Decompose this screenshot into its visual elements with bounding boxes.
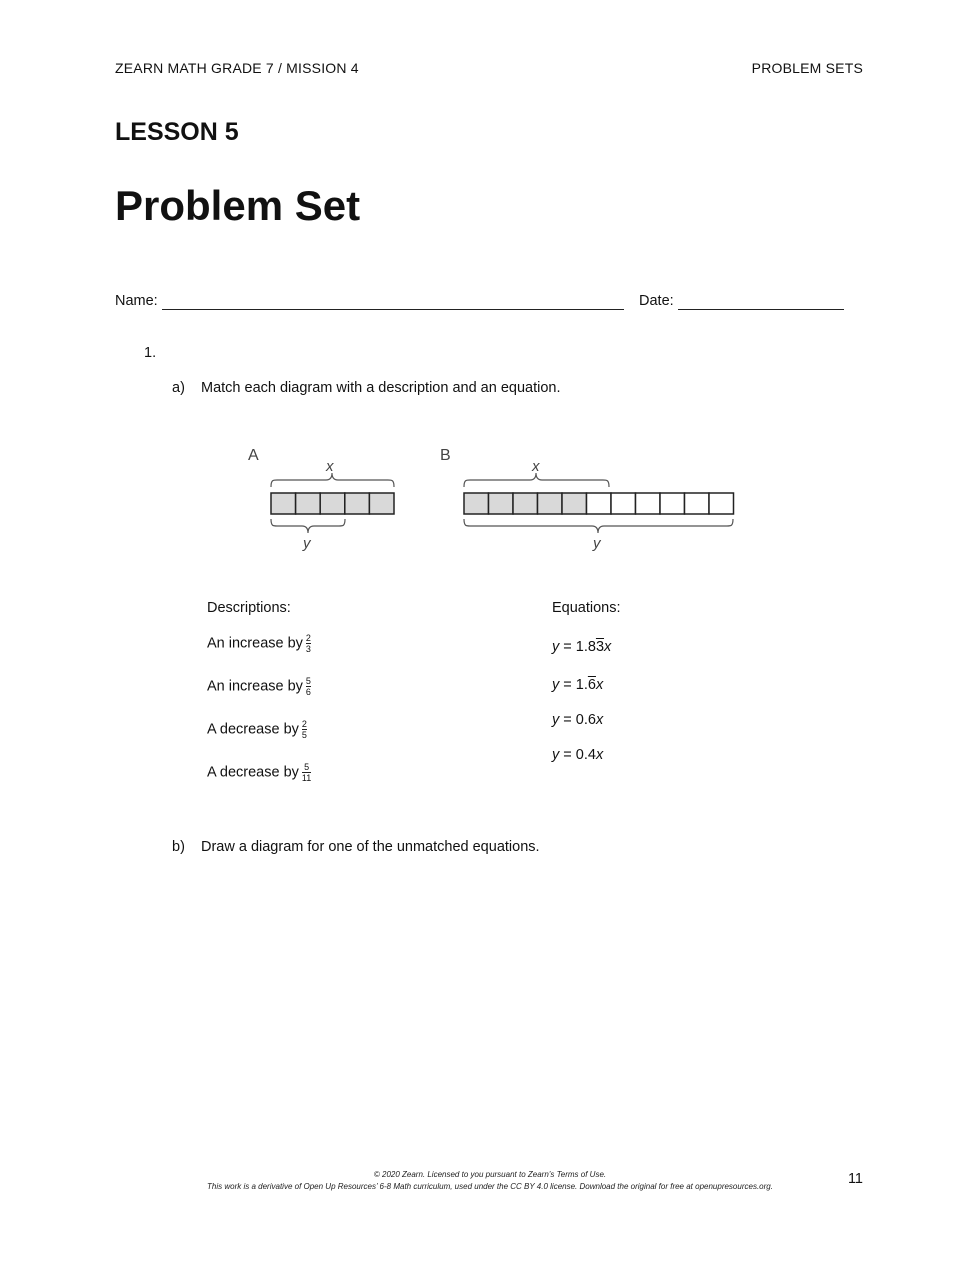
footer-license: This work is a derivative of Open Up Resources’ 6-8 Math curriculum, used under the CC BY 4.0 license. Download the original for free at openupresources.org. [207,1182,773,1191]
diagram-b-cell [660,493,685,514]
equation-x: x [595,747,604,763]
description-text: An increase by [207,678,303,695]
equation-x: x [595,712,604,728]
header-right: PROBLEM SETS [751,60,863,76]
part-a-text: Match each diagram with a description and an equation. [201,380,561,396]
name-field[interactable] [162,309,624,310]
equation-item [552,747,603,763]
diagram-b-tape [464,493,734,514]
diagram-b-cell [513,493,538,514]
equation-value: = 1. [559,677,588,693]
equations-heading: Equations: [552,600,621,616]
equation-y: y [552,712,560,728]
diagram-a-label: A [248,447,259,464]
fraction-denominator: 3 [305,644,311,654]
equation-item [552,639,611,655]
lesson-label: LESSON 5 [115,118,239,146]
fraction-denominator: 5 [301,730,307,740]
diagram-b-top-label: x [532,458,540,475]
diagram-b-cell [611,493,636,514]
part-b-label: b) [172,839,185,855]
diagram-b-cell [587,493,612,514]
description-item [207,762,311,783]
diagram-b-bottom-label: y [593,535,601,552]
fraction-numerator: 5 [304,762,310,772]
equation-item [552,712,603,728]
diagram-a-cell [320,493,345,514]
date-label: Date: [639,293,674,309]
diagram-b-label: B [440,447,451,464]
equation-y: y [552,677,560,693]
equation-y: y [552,747,560,763]
equation-x: x [604,639,612,655]
name-label: Name: [115,293,158,309]
fraction [302,762,311,783]
diagram-b-cell [538,493,563,514]
equation-item [552,677,603,693]
fraction-denominator: 6 [305,687,311,697]
diagram-a-top-label: x [326,458,334,475]
fraction [306,676,311,697]
tape-diagrams [240,440,750,555]
equation-x: x [595,677,604,693]
fraction-numerator: 5 [305,676,311,686]
page-title: Problem Set [115,182,361,229]
equation-value: = 0.4 [559,747,596,763]
description-item [207,719,307,740]
part-a-label: a) [172,380,185,396]
header-left: ZEARN MATH GRADE 7 / MISSION 4 [115,60,359,76]
descriptions-heading: Descriptions: [207,600,291,616]
diagram-b-cell [685,493,710,514]
description-text: An increase by [207,635,303,652]
equation-y: y [552,639,560,655]
diagram-b-cell [562,493,587,514]
equation-value: = 1.8 [559,639,596,655]
date-field[interactable] [678,309,844,310]
footer-copyright: © 2020 Zearn. Licensed to you pursuant to Zearn’s Terms of Use. [373,1170,607,1179]
description-item [207,676,311,697]
diagram-b-cell [709,493,734,514]
diagram-b-cell [489,493,514,514]
description-item [207,633,311,654]
problem-number: 1. [144,345,157,361]
equation-value: = 0.6 [559,712,596,728]
diagram-a-cell [271,493,296,514]
description-text: A decrease by [207,721,299,738]
diagram-b-bottom-brace [464,519,733,533]
diagram-b-cell [464,493,489,514]
fraction-numerator: 2 [301,719,307,729]
description-text: A decrease by [207,764,299,781]
diagram-a-bottom-label: y [303,535,311,552]
part-b-text: Draw a diagram for one of the unmatched equations. [201,839,540,855]
fraction-denominator: 11 [301,773,312,783]
diagram-a-top-brace [271,473,394,487]
diagram-b-cell [636,493,661,514]
diagram-a-bottom-brace [271,519,345,533]
diagram-a-cell [369,493,394,514]
fraction [306,633,311,654]
equation-repeat-digit: 6 [587,677,596,693]
fraction [302,719,307,740]
diagram-a-cell [345,493,370,514]
diagram-a-tape [271,493,394,514]
fraction-numerator: 2 [305,633,311,643]
equation-repeat-digit: 3 [595,639,605,655]
page-number: 11 [847,1171,863,1187]
diagram-a-cell [296,493,321,514]
diagram-b-top-brace [464,473,609,487]
